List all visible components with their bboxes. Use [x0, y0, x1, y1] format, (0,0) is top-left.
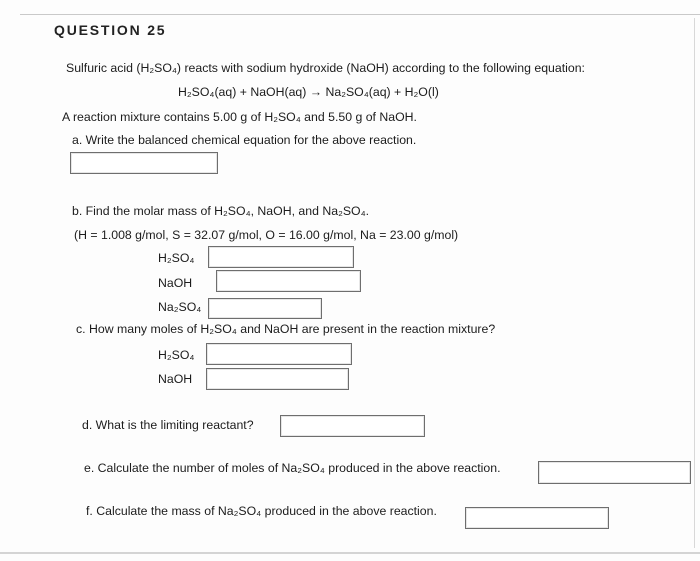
part-e-answer-input[interactable]: [538, 461, 691, 484]
part-d-prompt: d. What is the limiting reactant?: [82, 418, 254, 432]
part-f-answer-input[interactable]: [465, 507, 609, 529]
part-b-naoh-input[interactable]: [216, 270, 361, 292]
bottom-rule: [0, 552, 700, 554]
part-f-prompt: f. Calculate the mass of Na₂SO₄ produced in the above reaction.: [86, 504, 437, 518]
part-b-label-naoh: NaOH: [158, 276, 193, 290]
part-c-prompt: c. How many moles of H₂SO₄ and NaOH are present in the reaction mixture?: [76, 322, 496, 336]
part-b-label-h2so4: H₂SO₄: [158, 251, 195, 265]
given-masses: A reaction mixture contains 5.00 g of H₂SO₄ and 5.50 g of NaOH.: [62, 110, 417, 124]
part-b-label-na2so4: Na₂SO₄: [158, 300, 202, 314]
top-rule: [20, 14, 700, 15]
part-c-h2so4-input[interactable]: [206, 343, 352, 365]
part-b-h2so4-input[interactable]: [208, 246, 354, 268]
part-e-prompt: e. Calculate the number of moles of Na₂SO₄ produced in the above reaction.: [84, 461, 501, 475]
reaction-equation: H₂SO₄(aq) + NaOH(aq) → Na₂SO₄(aq) + H₂O(l): [178, 85, 439, 99]
part-c-label-h2so4: H₂SO₄: [158, 348, 195, 362]
right-rule: [694, 18, 695, 548]
part-a-answer-input[interactable]: [70, 152, 218, 174]
part-d-answer-input[interactable]: [280, 415, 425, 437]
part-b-na2so4-input[interactable]: [208, 298, 322, 319]
intro-text: Sulfuric acid (H₂SO₄) reacts with sodium hydroxide (NaOH) according to the following equation:: [66, 61, 585, 75]
part-b-constants: (H = 1.008 g/mol, S = 32.07 g/mol, O = 16.00 g/mol, Na = 23.00 g/mol): [74, 228, 459, 242]
part-b-prompt: b. Find the molar mass of H₂SO₄, NaOH, and Na₂SO₄.: [72, 204, 370, 218]
question-title: QUESTION 25: [54, 22, 167, 38]
part-c-label-naoh: NaOH: [158, 372, 193, 386]
part-c-naoh-input[interactable]: [206, 368, 349, 390]
part-a-prompt: a. Write the balanced chemical equation for the above reaction.: [72, 133, 417, 147]
